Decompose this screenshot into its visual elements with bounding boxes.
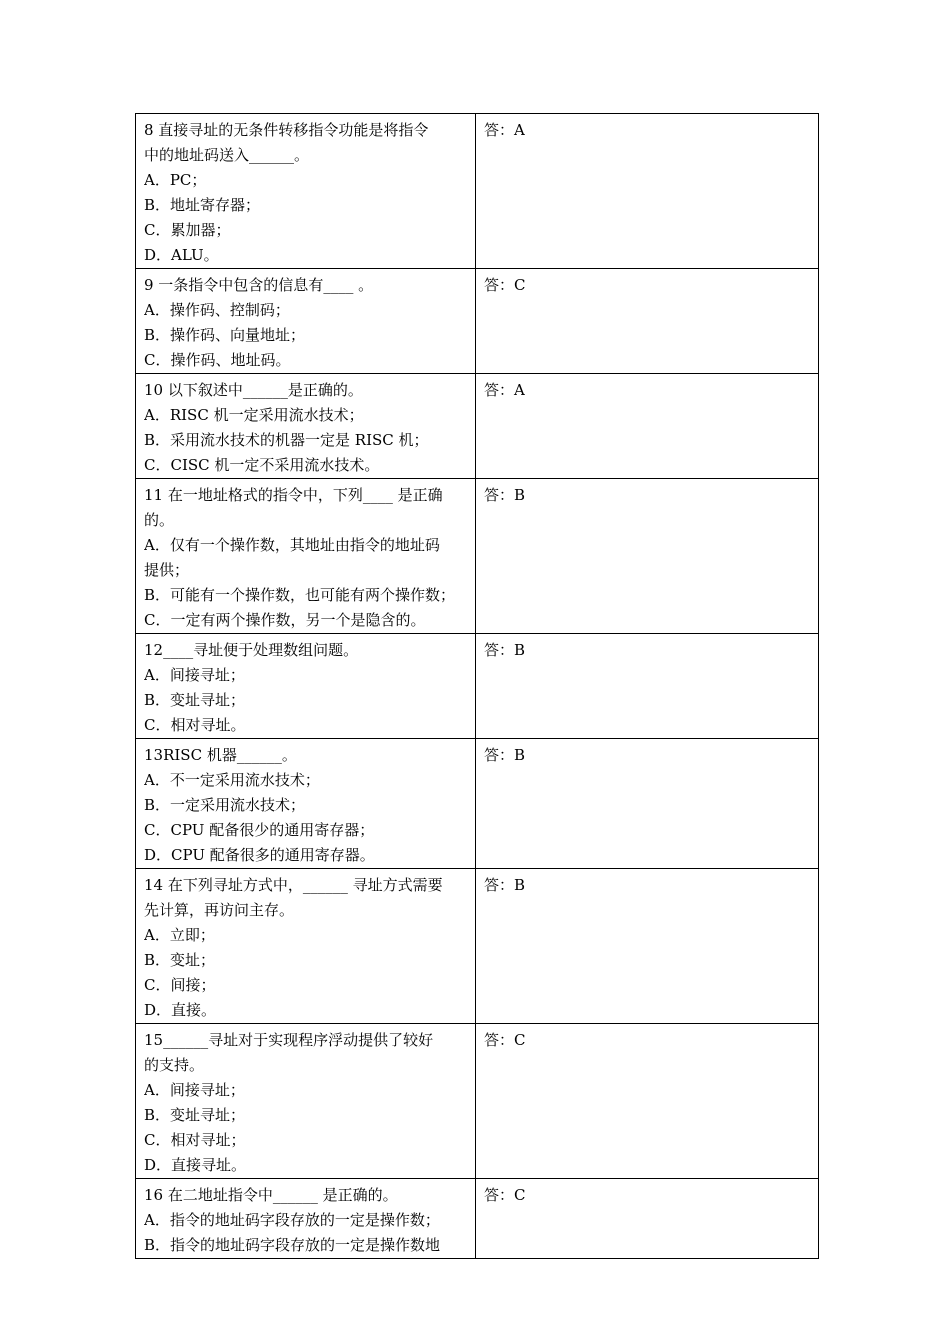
- question-row: [136, 374, 819, 479]
- question-line: 提供；: [144, 561, 190, 579]
- question-line: A．立即；: [144, 926, 215, 944]
- answer-cell: [476, 269, 819, 374]
- answer-text: 答：B: [484, 746, 526, 764]
- answer-cell: [476, 634, 819, 739]
- question-row: [136, 269, 819, 374]
- question-line: A．PC；: [144, 171, 207, 189]
- question-line: A．不一定采用流水技术；: [144, 771, 320, 789]
- question-cell: [136, 739, 476, 869]
- question-row: [136, 634, 819, 739]
- question-row: [136, 1024, 819, 1179]
- question-line: B．地址寄存器；: [144, 196, 261, 214]
- question-line: B．采用流水技术的机器一定是 RISC 机；: [144, 431, 429, 449]
- question-stem: 8 直接寻址的无条件转移指令功能是将指令: [144, 121, 429, 139]
- question-stem: 12____寻址便于处理数组问题。: [144, 641, 359, 659]
- answer-text: 答：A: [484, 121, 525, 139]
- question-cell: [136, 869, 476, 1024]
- question-line: B．操作码、向量地址；: [144, 326, 306, 344]
- answer-text: 答：B: [484, 641, 526, 659]
- answer-text: 答：C: [484, 1186, 526, 1204]
- question-line: C．间接；: [144, 976, 216, 994]
- answer-cell: [476, 114, 819, 269]
- question-line: C．CISC 机一定不采用流水技术。: [144, 456, 380, 474]
- answer-cell: [476, 1179, 819, 1259]
- answer-text: 答：B: [484, 486, 526, 504]
- question-row: [136, 479, 819, 634]
- question-line: C．操作码、地址码。: [144, 351, 291, 369]
- question-cell: [136, 1179, 476, 1259]
- question-line: B．变址寻址；: [144, 691, 246, 709]
- question-line: C．相对寻址。: [144, 716, 246, 734]
- question-answer-table-body: [136, 114, 819, 1259]
- question-answer-table: [135, 113, 819, 1259]
- question-line: C．累加器；: [144, 221, 231, 239]
- answer-cell: [476, 479, 819, 634]
- question-line: C．一定有两个操作数，另一个是隐含的。: [144, 611, 426, 629]
- question-cell: [136, 1024, 476, 1179]
- question-cell: [136, 479, 476, 634]
- question-line: B．可能有一个操作数，也可能有两个操作数；: [144, 586, 456, 604]
- question-row: [136, 1179, 819, 1259]
- answer-text: 答：B: [484, 876, 526, 894]
- question-line: 的支持。: [144, 1056, 205, 1074]
- question-cell: [136, 374, 476, 479]
- question-stem: 9 一条指令中包含的信息有____ 。: [144, 276, 374, 294]
- answer-cell: [476, 869, 819, 1024]
- question-cell: [136, 114, 476, 269]
- question-line: B．指令的地址码字段存放的一定是操作数地: [144, 1236, 441, 1254]
- question-line: B．变址寻址；: [144, 1106, 246, 1124]
- question-line: D．CPU 配备很多的通用寄存器。: [144, 846, 375, 864]
- question-line: B．变址；: [144, 951, 216, 969]
- question-cell: [136, 634, 476, 739]
- question-line: D．ALU。: [144, 246, 219, 264]
- answer-cell: [476, 1024, 819, 1179]
- question-stem: 11 在一地址格式的指令中，下列____ 是正确: [144, 486, 443, 504]
- question-line: A．操作码、控制码；: [144, 301, 290, 319]
- answer-text: 答：C: [484, 1031, 526, 1049]
- question-row: [136, 114, 819, 269]
- answer-cell: [476, 374, 819, 479]
- question-line: A．指令的地址码字段存放的一定是操作数；: [144, 1211, 440, 1229]
- question-line: A．RISC 机一定采用流水技术；: [144, 406, 364, 424]
- question-line: D．直接寻址。: [144, 1156, 247, 1174]
- question-line: 先计算，再访问主存。: [144, 901, 295, 919]
- question-line: C．CPU 配备很少的通用寄存器；: [144, 821, 375, 839]
- question-line: D．直接。: [144, 1001, 217, 1019]
- question-line: A．间接寻址；: [144, 1081, 245, 1099]
- answer-text: 答：C: [484, 276, 526, 294]
- question-row: [136, 739, 819, 869]
- question-line: A．间接寻址；: [144, 666, 245, 684]
- answer-text: 答：A: [484, 381, 525, 399]
- question-stem: 16 在二地址指令中______ 是正确的。: [144, 1186, 398, 1204]
- question-line: 的。: [144, 511, 175, 529]
- question-stem: 14 在下列寻址方式中，______ 寻址方式需要: [144, 876, 443, 894]
- question-row: [136, 869, 819, 1024]
- question-line: A．仅有一个操作数，其地址由指令的地址码: [144, 536, 440, 554]
- question-stem: 13RISC 机器______。: [144, 746, 297, 764]
- question-line: C．相对寻址；: [144, 1131, 246, 1149]
- question-line: 中的地址码送入______。: [144, 146, 310, 164]
- answer-cell: [476, 739, 819, 869]
- question-cell: [136, 269, 476, 374]
- question-stem: 10 以下叙述中______是正确的。: [144, 381, 363, 399]
- question-line: B．一定采用流水技术；: [144, 796, 306, 814]
- question-stem: 15______寻址对于实现程序浮动提供了较好: [144, 1031, 434, 1049]
